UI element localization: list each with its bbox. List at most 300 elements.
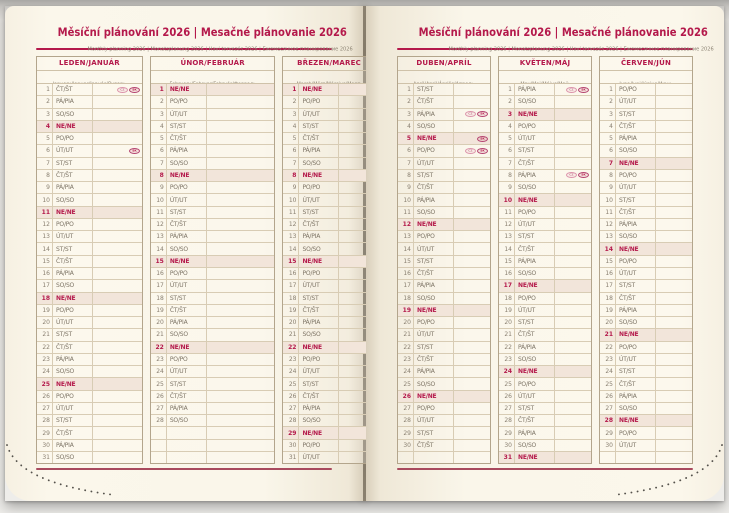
day-number: 21 bbox=[283, 329, 299, 340]
day-number: 17 bbox=[37, 280, 53, 291]
day-number: 17 bbox=[600, 280, 616, 291]
day-abbreviation: NE/NE bbox=[616, 243, 656, 254]
day-number: 22 bbox=[283, 342, 299, 353]
day-row bbox=[37, 219, 142, 231]
day-row bbox=[37, 84, 142, 96]
notes-space bbox=[656, 354, 692, 365]
notes-space bbox=[656, 84, 692, 95]
day-abbreviation: PO/PO bbox=[299, 96, 339, 107]
day-abbreviation: PÁ/PIA bbox=[299, 317, 339, 328]
day-abbreviation: ST/ST bbox=[616, 109, 656, 120]
day-row bbox=[600, 219, 692, 231]
day-number: 4 bbox=[499, 121, 515, 132]
day-row bbox=[283, 305, 374, 317]
day-row bbox=[151, 231, 275, 243]
day-abbreviation: PO/PO bbox=[515, 207, 555, 218]
notes-space bbox=[555, 329, 591, 340]
day-number: 28 bbox=[499, 415, 515, 426]
day-number: 9 bbox=[37, 182, 53, 193]
notes-space bbox=[656, 415, 692, 426]
day-number: 11 bbox=[600, 207, 616, 218]
day-abbreviation: PO/PO bbox=[299, 182, 339, 193]
day-row bbox=[283, 121, 374, 133]
notes-space bbox=[656, 133, 692, 144]
day-row bbox=[398, 145, 490, 157]
day-number: 20 bbox=[283, 317, 299, 328]
day-abbreviation: PO/PO bbox=[53, 391, 93, 402]
day-row bbox=[398, 378, 490, 390]
notes-space bbox=[93, 219, 142, 230]
day-abbreviation: ČT/ŠT bbox=[299, 391, 339, 402]
notes-space bbox=[454, 256, 490, 267]
month-subtitle bbox=[283, 71, 374, 84]
notes-space bbox=[93, 378, 142, 389]
day-abbreviation: SO/SO bbox=[616, 145, 656, 156]
notes-space bbox=[207, 366, 275, 377]
day-row bbox=[398, 182, 490, 194]
day-row bbox=[37, 366, 142, 378]
day-number: 31 bbox=[499, 452, 515, 463]
day-abbreviation: ST/ST bbox=[299, 378, 339, 389]
day-row bbox=[283, 243, 374, 255]
day-row bbox=[283, 452, 374, 463]
day-abbreviation: NE/NE bbox=[167, 342, 207, 353]
day-abbreviation: PÁ/PIA bbox=[299, 145, 339, 156]
day-number: 10 bbox=[37, 194, 53, 205]
day-row bbox=[499, 305, 591, 317]
day-abbreviation: ČT/ŠT bbox=[53, 84, 93, 95]
day-row bbox=[398, 354, 490, 366]
page-title bbox=[36, 21, 347, 39]
day-number: 25 bbox=[499, 378, 515, 389]
holiday-badge-sk-label: SK bbox=[480, 148, 485, 153]
day-number: 27 bbox=[151, 403, 167, 414]
day-number: 14 bbox=[283, 243, 299, 254]
day-abbreviation: SO/SO bbox=[515, 440, 555, 451]
day-number: 22 bbox=[37, 342, 53, 353]
day-row bbox=[283, 293, 374, 305]
holiday-badge-sk-label: SK bbox=[480, 136, 485, 141]
day-number: 15 bbox=[37, 256, 53, 267]
notes-space bbox=[93, 427, 142, 438]
day-number: 3 bbox=[499, 109, 515, 120]
day-row bbox=[499, 121, 591, 133]
notes-space bbox=[656, 219, 692, 230]
day-abbreviation: ČT/ŠT bbox=[53, 342, 93, 353]
day-abbreviation: ÚT/UT bbox=[515, 133, 555, 144]
month-rows bbox=[600, 84, 692, 463]
day-number: 26 bbox=[398, 391, 414, 402]
day-row bbox=[37, 391, 142, 403]
day-abbreviation: PÁ/PIA bbox=[515, 84, 555, 95]
day-row bbox=[151, 96, 275, 108]
day-number: 5 bbox=[283, 133, 299, 144]
notes-space bbox=[555, 354, 591, 365]
day-number: 7 bbox=[283, 158, 299, 169]
day-row bbox=[151, 415, 275, 427]
day-number: 29 bbox=[398, 427, 414, 438]
day-row bbox=[600, 145, 692, 157]
day-number: 12 bbox=[37, 219, 53, 230]
day-abbreviation bbox=[414, 452, 454, 463]
day-abbreviation: PÁ/PIA bbox=[515, 256, 555, 267]
notes-space bbox=[93, 317, 142, 328]
day-number: 29 bbox=[283, 427, 299, 438]
day-abbreviation: PO/PO bbox=[167, 182, 207, 193]
day-row bbox=[398, 391, 490, 403]
day-row bbox=[151, 158, 275, 170]
notes-space bbox=[656, 268, 692, 279]
day-number: 1 bbox=[600, 84, 616, 95]
day-row bbox=[398, 243, 490, 255]
holiday-badge-cz-icon bbox=[566, 172, 577, 178]
day-number: 11 bbox=[151, 207, 167, 218]
day-row bbox=[37, 280, 142, 292]
notes-space bbox=[93, 84, 142, 95]
day-abbreviation: NE/NE bbox=[616, 158, 656, 169]
day-row bbox=[499, 354, 591, 366]
notes-space bbox=[454, 84, 490, 95]
day-number: 3 bbox=[151, 109, 167, 120]
day-abbreviation: ST/ST bbox=[299, 121, 339, 132]
day-row bbox=[600, 403, 692, 415]
notes-space bbox=[207, 354, 275, 365]
day-abbreviation: NE/NE bbox=[53, 121, 93, 132]
day-row bbox=[600, 207, 692, 219]
notes-space bbox=[454, 415, 490, 426]
day-number: 10 bbox=[398, 194, 414, 205]
month-column bbox=[150, 56, 276, 464]
month-column bbox=[282, 56, 375, 464]
day-number: 26 bbox=[499, 391, 515, 402]
notes-space bbox=[454, 317, 490, 328]
day-number: 27 bbox=[600, 403, 616, 414]
month-name: ČERVEN/JÚN bbox=[600, 57, 692, 71]
day-abbreviation: PO/PO bbox=[167, 96, 207, 107]
day-abbreviation: ST/ST bbox=[53, 243, 93, 254]
month-subtitle bbox=[37, 71, 142, 84]
day-abbreviation: PÁ/PIA bbox=[616, 133, 656, 144]
day-row bbox=[151, 354, 275, 366]
day-number: 16 bbox=[600, 268, 616, 279]
day-abbreviation: ČT/ŠT bbox=[515, 158, 555, 169]
day-abbreviation: SO/SO bbox=[167, 415, 207, 426]
day-number: 28 bbox=[398, 415, 414, 426]
day-number: 9 bbox=[283, 182, 299, 193]
day-number: 5 bbox=[600, 133, 616, 144]
page-subtitle-text: Monthly planning 2026 | Monatsplanung 2026 | Havi tervezés 2026 | Ежемесячное планирование 2026 bbox=[448, 46, 714, 53]
day-row bbox=[499, 317, 591, 329]
day-abbreviation: ST/ST bbox=[53, 415, 93, 426]
day-row bbox=[37, 182, 142, 194]
day-number: 6 bbox=[499, 145, 515, 156]
day-number: 19 bbox=[499, 305, 515, 316]
month-subtitle-text: February/Februar/Február/Февраль bbox=[169, 81, 256, 84]
notes-space bbox=[207, 96, 275, 107]
day-number: 11 bbox=[499, 207, 515, 218]
day-row bbox=[499, 158, 591, 170]
day-abbreviation: ÚT/UT bbox=[167, 280, 207, 291]
day-row bbox=[283, 109, 374, 121]
diary-page-right bbox=[366, 6, 724, 501]
day-row bbox=[499, 219, 591, 231]
day-row bbox=[499, 170, 591, 182]
month-column bbox=[498, 56, 592, 464]
day-row bbox=[151, 145, 275, 157]
day-number: 1 bbox=[398, 84, 414, 95]
day-row bbox=[600, 366, 692, 378]
day-abbreviation: NE/NE bbox=[515, 109, 555, 120]
day-row bbox=[283, 207, 374, 219]
day-abbreviation: SO/SO bbox=[53, 366, 93, 377]
day-abbreviation: NE/NE bbox=[616, 415, 656, 426]
day-row bbox=[499, 403, 591, 415]
notes-space bbox=[207, 280, 275, 291]
notes-space bbox=[555, 268, 591, 279]
day-row bbox=[283, 440, 374, 452]
notes-space bbox=[454, 440, 490, 451]
notes-space bbox=[207, 133, 275, 144]
day-abbreviation: SO/SO bbox=[414, 293, 454, 304]
day-number: 8 bbox=[499, 170, 515, 181]
month-name: BŘEZEN/MAREC bbox=[283, 57, 374, 71]
day-number: 9 bbox=[600, 182, 616, 193]
day-row bbox=[283, 415, 374, 427]
day-number: 20 bbox=[600, 317, 616, 328]
notes-space bbox=[555, 366, 591, 377]
day-row bbox=[499, 427, 591, 439]
day-row bbox=[600, 317, 692, 329]
day-abbreviation: ČT/ŠT bbox=[167, 391, 207, 402]
day-abbreviation: NE/NE bbox=[414, 305, 454, 316]
notes-space bbox=[93, 342, 142, 353]
day-number: 1 bbox=[499, 84, 515, 95]
notes-space bbox=[555, 317, 591, 328]
diary-book bbox=[5, 6, 724, 501]
day-number: 23 bbox=[600, 354, 616, 365]
day-row bbox=[283, 133, 374, 145]
notes-space bbox=[207, 415, 275, 426]
notes-space bbox=[93, 96, 142, 107]
notes-space bbox=[207, 427, 275, 438]
day-number: 16 bbox=[37, 268, 53, 279]
day-number: 23 bbox=[151, 354, 167, 365]
day-abbreviation: PO/PO bbox=[515, 378, 555, 389]
day-abbreviation: ÚT/UT bbox=[414, 158, 454, 169]
day-number: 29 bbox=[499, 427, 515, 438]
day-row bbox=[398, 293, 490, 305]
month-subtitle-text: May/Mai/Május/Май bbox=[520, 81, 570, 84]
day-number: 1 bbox=[283, 84, 299, 95]
day-row bbox=[600, 121, 692, 133]
notes-space bbox=[555, 231, 591, 242]
notes-space bbox=[207, 256, 275, 267]
day-number: 12 bbox=[151, 219, 167, 230]
notes-space bbox=[656, 256, 692, 267]
notes-space bbox=[555, 452, 591, 463]
notes-space bbox=[93, 403, 142, 414]
day-abbreviation: PO/PO bbox=[299, 268, 339, 279]
day-row bbox=[499, 440, 591, 452]
day-abbreviation: PÁ/PIA bbox=[414, 366, 454, 377]
day-abbreviation: ČT/ŠT bbox=[299, 305, 339, 316]
day-number: 16 bbox=[151, 268, 167, 279]
day-number: 1 bbox=[37, 84, 53, 95]
day-row bbox=[600, 231, 692, 243]
notes-space bbox=[555, 194, 591, 205]
notes-space bbox=[93, 121, 142, 132]
day-abbreviation: ST/ST bbox=[414, 342, 454, 353]
day-row bbox=[37, 317, 142, 329]
notes-space bbox=[454, 342, 490, 353]
day-row bbox=[37, 170, 142, 182]
day-abbreviation: SO/SO bbox=[299, 329, 339, 340]
day-number: 22 bbox=[398, 342, 414, 353]
holiday-badge-sk-label: SK bbox=[132, 87, 137, 92]
notes-space bbox=[207, 452, 275, 463]
day-abbreviation: SO/SO bbox=[414, 121, 454, 132]
day-number: 16 bbox=[283, 268, 299, 279]
day-abbreviation: ČT/ŠT bbox=[167, 133, 207, 144]
day-row bbox=[283, 391, 374, 403]
day-row bbox=[398, 415, 490, 427]
day-abbreviation: ÚT/UT bbox=[414, 415, 454, 426]
month-rows bbox=[499, 84, 591, 463]
notes-space bbox=[454, 219, 490, 230]
day-abbreviation: PÁ/PIA bbox=[53, 182, 93, 193]
notes-space bbox=[555, 158, 591, 169]
notes-space bbox=[454, 194, 490, 205]
day-number: 24 bbox=[283, 366, 299, 377]
day-number: 13 bbox=[37, 231, 53, 242]
notes-space bbox=[93, 305, 142, 316]
day-abbreviation: ST/ST bbox=[414, 170, 454, 181]
notes-space bbox=[555, 403, 591, 414]
day-number: 13 bbox=[398, 231, 414, 242]
day-row bbox=[398, 317, 490, 329]
notes-space bbox=[454, 158, 490, 169]
holiday-badge-cz-label: CZ bbox=[569, 87, 574, 92]
day-row bbox=[398, 158, 490, 170]
notes-space bbox=[555, 219, 591, 230]
day-row bbox=[37, 194, 142, 206]
day-abbreviation: SO/SO bbox=[299, 415, 339, 426]
day-number: 5 bbox=[499, 133, 515, 144]
day-number: 25 bbox=[600, 378, 616, 389]
notes-space bbox=[656, 329, 692, 340]
notes-space bbox=[207, 121, 275, 132]
months-grid-right bbox=[397, 56, 693, 464]
day-abbreviation: PÁ/PIA bbox=[167, 145, 207, 156]
day-row bbox=[283, 280, 374, 292]
day-row bbox=[283, 268, 374, 280]
day-row bbox=[37, 268, 142, 280]
holiday-badge-sk-label: SK bbox=[581, 87, 586, 92]
day-abbreviation: ČT/ŠT bbox=[167, 305, 207, 316]
notes-space bbox=[93, 329, 142, 340]
day-abbreviation: ČT/ŠT bbox=[616, 121, 656, 132]
day-row bbox=[283, 96, 374, 108]
holiday-badge-cz-label: CZ bbox=[120, 87, 125, 92]
month-name: ÚNOR/FEBRUÁR bbox=[151, 57, 275, 71]
day-abbreviation: ÚT/UT bbox=[515, 305, 555, 316]
month-subtitle-text: January/Januar/Január/Январь bbox=[52, 81, 127, 84]
day-row bbox=[151, 182, 275, 194]
day-row bbox=[37, 231, 142, 243]
day-number: 29 bbox=[37, 427, 53, 438]
day-abbreviation: ST/ST bbox=[515, 231, 555, 242]
day-abbreviation: SO/SO bbox=[414, 207, 454, 218]
notes-space bbox=[656, 158, 692, 169]
notes-space bbox=[656, 342, 692, 353]
day-abbreviation: PO/PO bbox=[515, 293, 555, 304]
day-abbreviation: PÁ/PIA bbox=[53, 354, 93, 365]
notes-space bbox=[454, 452, 490, 463]
day-abbreviation: ST/ST bbox=[167, 293, 207, 304]
months-grid-left bbox=[36, 56, 361, 464]
day-row bbox=[398, 280, 490, 292]
day-row bbox=[499, 182, 591, 194]
holiday-badge-cz-icon bbox=[566, 87, 577, 93]
day-row bbox=[600, 256, 692, 268]
day-abbreviation: SO/SO bbox=[414, 378, 454, 389]
day-row bbox=[398, 84, 490, 96]
page-content-left bbox=[36, 21, 361, 487]
day-abbreviation: ÚT/UT bbox=[299, 366, 339, 377]
day-abbreviation: ST/ST bbox=[414, 84, 454, 95]
day-number: 11 bbox=[283, 207, 299, 218]
day-number: 27 bbox=[37, 403, 53, 414]
day-abbreviation: ÚT/UT bbox=[167, 109, 207, 120]
day-row bbox=[398, 207, 490, 219]
day-abbreviation: ST/ST bbox=[53, 158, 93, 169]
day-row bbox=[600, 84, 692, 96]
day-number: 24 bbox=[151, 366, 167, 377]
day-abbreviation: ÚT/UT bbox=[53, 403, 93, 414]
day-abbreviation: ÚT/UT bbox=[299, 280, 339, 291]
day-abbreviation: ST/ST bbox=[515, 317, 555, 328]
day-abbreviation: ČT/ŠT bbox=[53, 256, 93, 267]
day-row bbox=[37, 109, 142, 121]
day-row bbox=[151, 133, 275, 145]
day-number: 19 bbox=[283, 305, 299, 316]
day-abbreviation: SO/SO bbox=[616, 403, 656, 414]
holiday-badge-sk-icon bbox=[129, 87, 140, 93]
day-row bbox=[283, 158, 374, 170]
day-abbreviation: ÚT/UT bbox=[299, 452, 339, 463]
notes-space bbox=[454, 182, 490, 193]
notes-space bbox=[93, 133, 142, 144]
day-row bbox=[600, 293, 692, 305]
day-abbreviation: ČT/ŠT bbox=[414, 440, 454, 451]
day-row bbox=[283, 317, 374, 329]
notes-space bbox=[93, 182, 142, 193]
day-number: 10 bbox=[283, 194, 299, 205]
day-row bbox=[600, 268, 692, 280]
day-row bbox=[37, 243, 142, 255]
day-row bbox=[600, 133, 692, 145]
day-abbreviation: SO/SO bbox=[53, 280, 93, 291]
notes-space bbox=[93, 268, 142, 279]
day-row bbox=[151, 440, 275, 452]
day-abbreviation: NE/NE bbox=[167, 84, 207, 95]
day-number: 13 bbox=[151, 231, 167, 242]
day-abbreviation: PO/PO bbox=[616, 84, 656, 95]
day-row bbox=[600, 354, 692, 366]
month-subtitle-text: June/Juni/Június/Июнь bbox=[619, 81, 673, 84]
holiday-badge-cz-label: CZ bbox=[569, 173, 574, 177]
day-row bbox=[398, 305, 490, 317]
